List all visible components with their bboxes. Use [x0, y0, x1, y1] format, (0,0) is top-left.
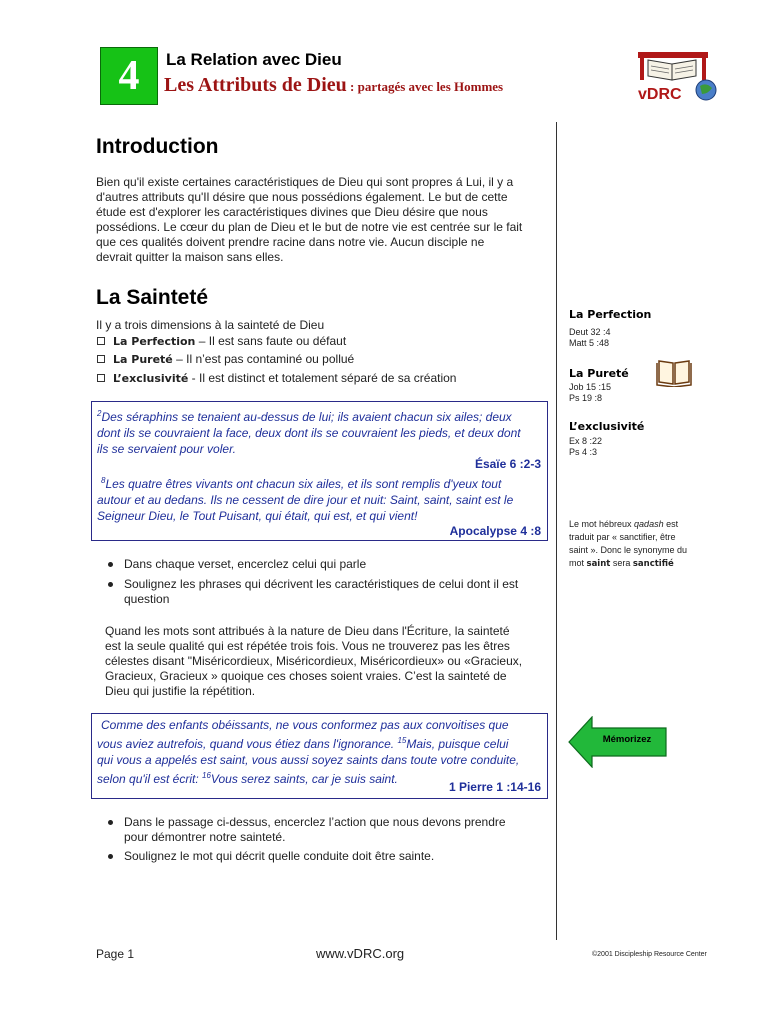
note-bold-word: saint: [586, 559, 611, 569]
paragraph-line: est la seule qualité qui est répétée trois fois. Vous ne trouverez pas les êtres: [105, 639, 510, 653]
paragraph-line: célestes disant "Miséricordieux, Miséricordieux, Miséricordieux» ou «Gracieux,: [105, 654, 523, 668]
verse-number: 2: [97, 409, 102, 418]
intro-heading: Introduction: [96, 135, 219, 158]
instruction-bullet: [108, 577, 538, 607]
scripture-ref: Matt 5 :48: [569, 338, 610, 348]
verse-number: 8: [101, 476, 106, 485]
verse-apocalypse: [97, 473, 543, 524]
verse-line: [97, 733, 543, 752]
instruction-bullet: [108, 849, 538, 864]
verse-text: Mais, puisque celui: [406, 737, 509, 751]
verse-ref-apocalypse: Apocalypse 4 :8: [449, 524, 541, 538]
book-icon: [656, 357, 692, 387]
dimension-desc: – Il n’est pas contaminé ou pollué: [172, 352, 355, 366]
verse-line: qui vous a appelés est saint, vous aussi soyez saints dans toute votre conduite,: [97, 753, 520, 767]
verse-text: Les quatre êtres vivants ont chacun six ailes, et ils sont remplis d'yeux tout: [105, 477, 502, 491]
lesson-title: [164, 74, 503, 97]
verse-box-2: [91, 713, 548, 799]
bullet-dot-icon: [108, 854, 113, 859]
sidebar-exclusivite-refs: [569, 436, 602, 458]
verse-text: Vous serez saints, car je suis saint.: [210, 772, 398, 786]
dimension-term: La Perfection: [113, 335, 196, 348]
logo-text: vDRC: [638, 86, 682, 103]
intro-line: que ces qualités doivent prendre racine dans notre vie. Aucun disciple ne: [96, 235, 485, 249]
instruction-bullet: [108, 815, 528, 845]
memorize-label: Mémorizez: [602, 734, 652, 745]
verse-box-1: [91, 401, 548, 541]
note-text: Le mot hébreux: [569, 519, 635, 529]
bullet-dot-icon: [108, 562, 113, 567]
verse-line: dont ils se couvraient la face, deux dont ils se couvraient les pieds, et deux dont: [97, 426, 521, 440]
verse-line: Seigneur Dieu, le Tout Puisant, qui était, qui est, et qui vient!: [97, 509, 418, 523]
sidebar-perfection-heading: La Perfection: [569, 308, 652, 321]
verse-text: Des séraphins se tenaient au-dessus de lui; ils avaient chacun six ailes; deux: [101, 410, 512, 424]
verse-line: Comme des enfants obéissants, ne vous conformez pas aux convoitises que: [101, 718, 509, 732]
paragraph-line: Dieu qui justifie la répétition.: [105, 684, 256, 698]
scripture-ref: Job 15 :15: [569, 382, 612, 392]
verse-ref-pierre: 1 Pierre 1 :14-16: [448, 780, 541, 794]
footer-copyright: ©2001 Discipleship Resource Center: [592, 951, 707, 958]
note-line: traduit par « sanctifier, être: [569, 532, 676, 542]
scripture-ref: Deut 32 :4: [569, 327, 611, 337]
saintete-heading: La Sainteté: [96, 286, 209, 309]
lesson-title-main: Les Attributs de Dieu: [164, 74, 347, 96]
instruction-text: Dans le passage ci-dessus, encerclez l’action que nous devons prendre pour démontrer notre sainteté.: [124, 815, 506, 844]
checkbox-bullet-icon: [97, 355, 105, 363]
lesson-title-sub: : partagés avec les Hommes: [346, 79, 504, 94]
note-bold-word: sanctifié: [632, 559, 674, 569]
intro-line: devrait quitter la maison sans elles.: [96, 250, 284, 264]
sidebar-purete-refs: [569, 382, 611, 404]
intro-line: étude est d'explorer les caractéristiques divines que Dieu désire que nous: [96, 205, 488, 219]
dimension-item: [97, 334, 346, 348]
note-line: [569, 518, 709, 531]
verse-text: selon qu'il est écrit:: [97, 772, 203, 786]
dimension-desc: - Il est distinct et totalement séparé de sa création: [188, 371, 457, 385]
instruction-text: Soulignez les phrases qui décrivent les caractéristiques de celui dont il est question: [124, 577, 519, 606]
sidebar-perfection-refs: [569, 327, 611, 349]
sidebar-exclusivite-heading: L’exclusivité: [569, 420, 645, 433]
instruction-text: Soulignez le mot qui décrit quelle conduite doit être sainte.: [124, 849, 435, 863]
note-hebrew-word: qadash: [634, 519, 664, 529]
verse-line: autour et au dedans. Ils ne cessent de dire jour et nuit: Saint, saint, saint est le: [97, 493, 514, 507]
bullet-dot-icon: [108, 582, 113, 587]
intro-line: d'autres attributs qu'Il désire que nous possédions également. Le but de cette: [96, 190, 508, 204]
verse-line: [97, 406, 543, 425]
verse-pierre: [97, 717, 543, 787]
series-title: La Relation avec Dieu: [166, 50, 342, 69]
scripture-ref: Ps 19 :8: [569, 393, 603, 403]
verse-number: 16: [202, 771, 211, 780]
verse-line: [97, 473, 543, 492]
sidebar-note-qadash: [569, 518, 709, 571]
instruction-bullet: [108, 557, 538, 572]
verse-text: vous aviez autrefois, quand vous étiez dans l'ignorance.: [97, 737, 398, 751]
note-text: est: [663, 519, 679, 529]
lesson-number-badge: 4: [100, 47, 158, 105]
verse-esaie: [97, 406, 543, 457]
intro-line: Bien qu'il existe certaines caractéristiques de Dieu qui sont propres á Lui, il y a: [96, 175, 514, 189]
dimension-desc: – Il est sans faute ou défaut: [195, 334, 347, 348]
verse-line: ils se servaient pour voler.: [97, 442, 236, 456]
footer-website: www.vDRC.org: [316, 946, 405, 961]
intro-line: possédions. Le cœur du plan de Dieu et le but de notre vie est centrée sur le fait: [96, 220, 523, 234]
sidebar-purete-heading: La Pureté: [569, 367, 629, 380]
checkbox-bullet-icon: [97, 374, 105, 382]
intro-paragraph: [96, 175, 536, 265]
vdrc-logo-icon: [634, 44, 722, 106]
checkbox-bullet-icon: [97, 337, 105, 345]
dimension-term: L’exclusivité: [113, 372, 189, 385]
verse-ref-esaie: Ésaïe 6 :2-3: [474, 457, 541, 471]
note-line: [569, 557, 709, 571]
scripture-ref: Ex 8 :22: [569, 436, 603, 446]
footer-page-number: Page 1: [96, 947, 135, 961]
note-text: sera: [610, 558, 633, 568]
verse-number: 15: [397, 736, 407, 745]
note-line: saint ». Donc le synonyme du: [569, 545, 688, 555]
note-text: mot: [569, 558, 587, 568]
dimension-item: [97, 352, 354, 366]
paragraph-line: Gracieux, Gracieux » quoique ces choses soient vraies. C’est la sainteté de: [105, 669, 507, 683]
bullet-dot-icon: [108, 820, 113, 825]
scripture-ref: Ps 4 :3: [569, 447, 598, 457]
column-divider: [556, 122, 557, 940]
paragraph-line: Quand les mots sont attribués à la nature de Dieu dans l'Écriture, la sainteté: [105, 624, 510, 638]
instruction-text: Dans chaque verset, encerclez celui qui parle: [124, 557, 367, 571]
dimension-item: [97, 371, 456, 385]
repetition-paragraph: [105, 624, 545, 699]
dimensions-intro: Il y a trois dimensions à la sainteté de Dieu: [96, 318, 325, 332]
dimension-term: La Pureté: [113, 353, 173, 366]
